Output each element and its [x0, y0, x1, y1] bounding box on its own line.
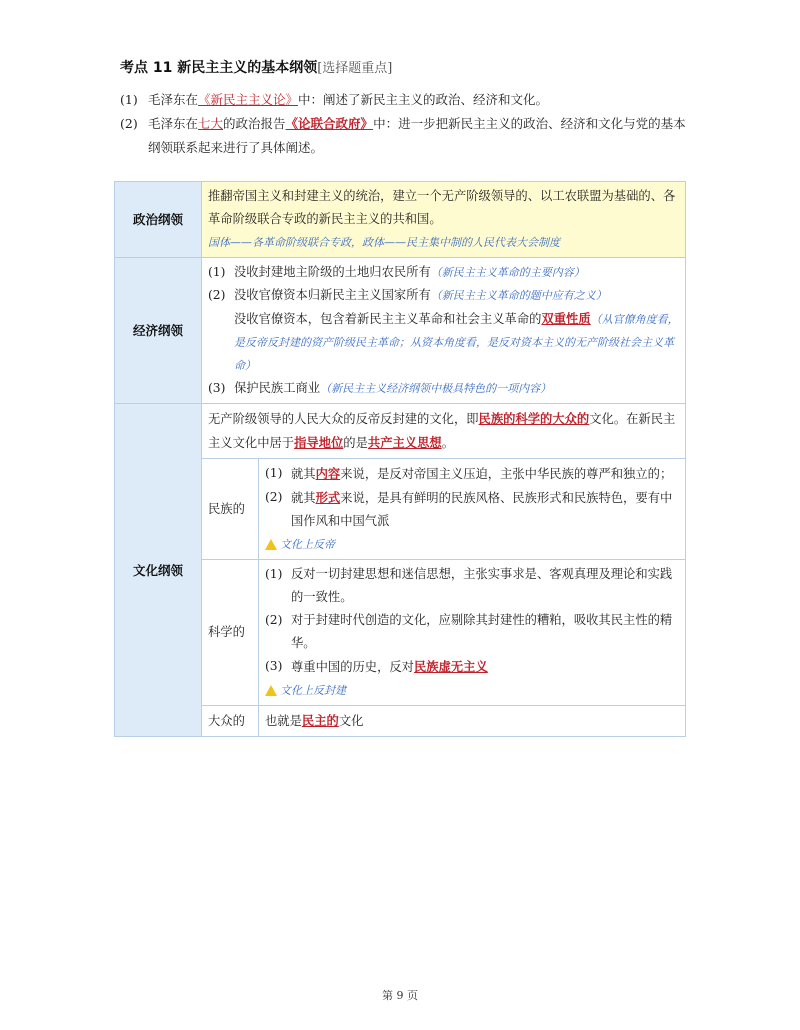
row-header-politics: 政治纲领 — [115, 182, 202, 258]
economy-cell: (1) 没收封建地主阶级的土地归农民所有（新民主主义革命的主要内容） (2) 没收官僚资本归新民主主义国家所有（新民主主义革命的题中应有之义） 没收官僚资本，包含着新民主主义革命和社会主义革命的双重性质（从官僚角度看，是反帝反封建的资产阶级民主革命；从资本角度看，是反对资本主义的无产阶级社会主义革命） (3) 保护民族工商业（新民主主义经济纲领中极具特色的一项内容） — [202, 258, 686, 404]
row-header-culture: 文化纲领 — [115, 404, 202, 737]
culture-national-cell: (1) 就其内容来说，是反对帝国主义压迫，主张中华民族的尊严和独立的； (2) 就其形式来说，是具有鲜明的民族风格、民族形式和民族特色，要有中国作风和中国气派 文化上反帝 — [259, 459, 686, 560]
row-header-economy: 经济纲领 — [115, 258, 202, 404]
culture-scientific-cell: (1) 反对一切封建思想和迷信思想，主张实事求是、客观真理及理论和实践的一致性。 (2) 对于封建时代创造的文化，应剔除其封建性的糟粕，吸收其民主性的精华。 (3) 尊重中国的历史，反对民族虚无主义 文化上反封建 — [259, 560, 686, 706]
program-table — [114, 181, 686, 737]
table-row — [115, 258, 686, 404]
section-title: 考点 11 新民主主义的基本纲领[选择题重点] — [120, 60, 393, 76]
culture-popular-cell: 也就是民主的文化 — [259, 706, 686, 737]
intro-item: (2) 毛泽东在七大的政治报告《论联合政府》中：进一步把新民主主义的政治、经济和文化与党的基本纲领联系起来进行了具体阐述。 — [120, 116, 686, 155]
politics-cell: 推翻帝国主义和封建主义的统治，建立一个无产阶级领导的、以工农联盟为基础的、各革命阶级联合专政的新民主主义的共和国。 国体——各革命阶级联合专政，政体——民主集中制的人民代表大会制度 — [202, 182, 686, 258]
culture-intro: 无产阶级领导的人民大众的反帝反封建的文化，即民族的科学的大众的文化。在新民主主义文化中居于指导地位的是共产主义思想。 — [202, 404, 686, 459]
table-row — [115, 404, 686, 459]
page-number: 第 9 页 — [382, 989, 418, 1002]
intro-item: (1) 毛泽东在《新民主主义论》中：阐述了新民主主义的政治、经济和文化。 — [120, 92, 549, 107]
culture-popular-label: 大众的 — [202, 706, 259, 737]
table-row — [115, 182, 686, 258]
warning-icon — [265, 685, 277, 696]
intro-list — [120, 88, 690, 160]
politics-note: 国体——各革命阶级联合专政，政体——民主集中制的人民代表大会制度 — [208, 236, 560, 249]
culture-national-label: 民族的 — [202, 459, 259, 560]
culture-scientific-label: 科学的 — [202, 560, 259, 706]
warning-icon — [265, 539, 277, 550]
section-tag: [选择题重点] — [317, 61, 393, 76]
